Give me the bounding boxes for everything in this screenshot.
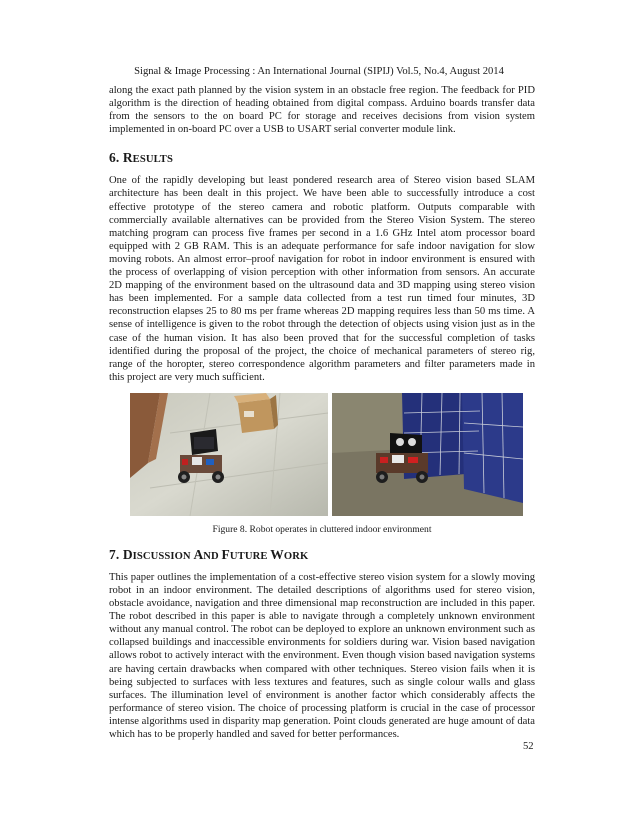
section-7-number: 7. [109, 546, 123, 562]
page-number: 52 [523, 741, 534, 752]
section-6-title-rest: ESULTS [132, 154, 173, 166]
robot-photo-right [332, 393, 523, 516]
section-7-title-initial-2: A [193, 546, 204, 562]
running-header: Signal & Image Processing : An International Journal (SIPIJ) Vol.5, No.4, August 2014 [134, 66, 504, 77]
section-6-heading [109, 150, 535, 166]
figure-8 [109, 393, 535, 516]
section-7-title-rest-3: UTURE [229, 550, 271, 562]
section-7-heading [109, 547, 535, 563]
section-7-title-rest-4: ORK [283, 550, 309, 562]
section-7-title-rest-2: ND [203, 550, 222, 562]
section-7-title-initial-3: F [221, 546, 230, 562]
section-6-number: 6. [109, 150, 123, 166]
section-7-title-initial-1: D [122, 546, 133, 562]
results-paragraph: One of the rapidly developing but least pondered research area of Stereo vision based SLAM architecture has been dealt in this project. We have been able to successfully introduce a cost effective prototype of the stereo camera and robotic platform. Outputs comparable with commercially available alternatives can be provided from the Stereo Vision System. The stereo matching program can process five frames per second in a 1.6 GHz Intel atom processor board equipped with 2 GB RAM. This is an adequate performance for safe indoor navigation for slow moving robots. An almost error–proof navigation for robot in indoor environment is ensured with the process of overlapping of vision perception with other information from sensors. An accurate 2D mapping of the environment based on the ultrasound data and 3D mapping using stereo vision has been implemented. For a sample data collected from a test run timed four minutes, 3D reconstruction elapses 25 to 80 ms per frame whereas 2D mapping requires less than 50 ms time. A sense of intelligence is given to the robot through the detection of objects using vision just as in the case of the human vision. It has also been proved that for the successful completion of tasks identified during the proposal of the project, the choice of mechanical parameters of stereo rig, range of the horopter, stereo correspondence algorithm parameters and filter parameters made in this project are very much sufficient. [109, 175, 535, 383]
page-body [109, 84, 535, 741]
robot-photo-left [130, 393, 328, 516]
section-7-title-initial-4: W [270, 546, 284, 562]
discussion-paragraph: This paper outlines the implementation of a cost-effective stereo vision system for a slowly moving robot in an indoor environment. The detailed descriptions of algorithms used for stereo vision, obstacle avoidance, navigation and three dimensional map reconstruction are included in this paper. The robot described in this paper is able to navigate through a completely unknown environment without any manual control. The robot can be deployed to explore an unknown environment such as collapsed buildings and inaccessible environments for soldiers during war. Vision based navigation allows robot to actively interact with the environment. Even though vision based navigation systems are having certain drawbacks when compared with other techniques. Stereo vision fails when it is being subjected to surfaces with less textures and features, such as single colour walls and glass surfaces. The illumination level of environment is another factor which considerably affects the performance of stereo vision. The choice of processing platform is crucial in the case of processor intense algorithms used in disparity map generation. Point clouds generated are huge amount of data which has to be properly handled and saved for better performances. [109, 571, 535, 740]
section-6-title-initial: R [122, 150, 133, 166]
intro-paragraph: along the exact path planned by the vision system in an obstacle free region. The feedback for PID algorithm is the direction of heading obtained from digital compass. Arduino boards transfer data from the sensors to the on board PC for storage and receives decisions from vision system implemented in on-board PC over a USB to USART serial converter module link. [109, 85, 535, 136]
section-7-title-rest-1: ISCUSSION [132, 550, 194, 562]
figure-8-caption: Figure 8. Robot operates in cluttered indoor environment [212, 523, 432, 535]
